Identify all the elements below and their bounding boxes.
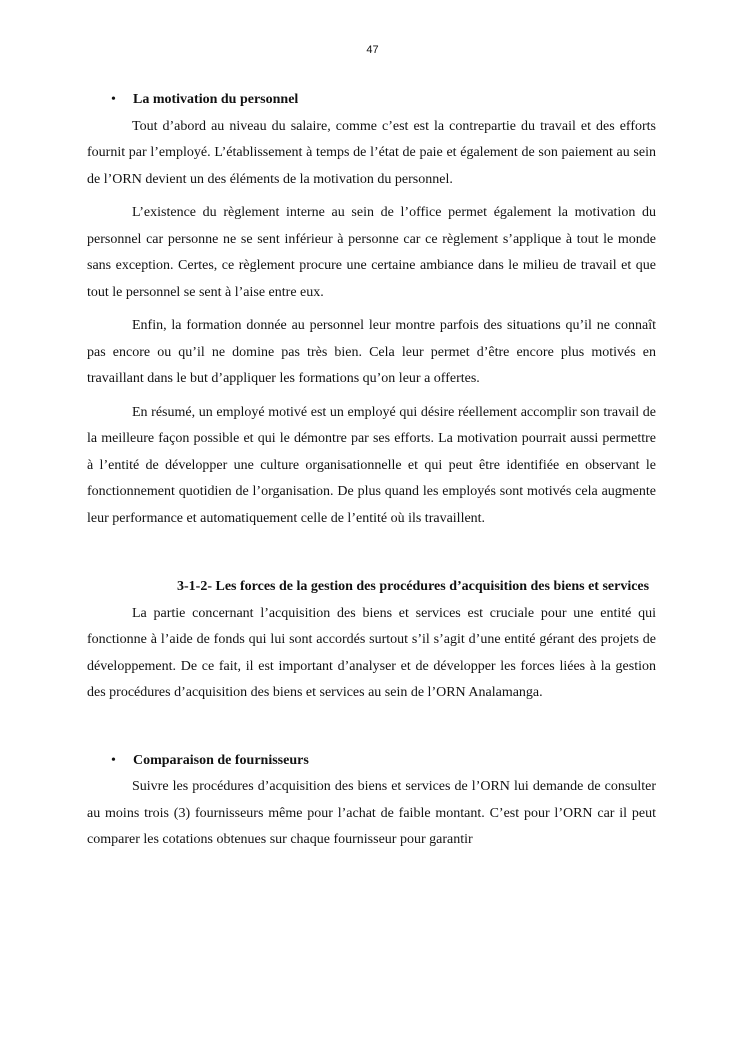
page-number: 47 [366, 44, 379, 56]
heading-text: La motivation du personnel [133, 92, 299, 107]
paragraph: La partie concernant l’acquisition des biens et services est cruciale pour une entité qui fonctionne à l’aide de fonds qui lui sont accordés surtout s’il s’agit d’une entité gérant des projets de développement. De ce fait, il est important d’analyser et de développer les forces liées à la gestion des procédures d’acquisition des biens et services au sein de l’ORN Analamanga. [87, 605, 656, 700]
paragraph: L’existence du règlement interne au sein de l’office permet également la motivation du personnel car personne ne se sent inférieur à personne car ce règlement s’applique à tout le monde sans exception. Certes, ce règlement procure une certaine ambiance dans le milieu de travail et que tout le personnel se sent à l’aise entre eux. [87, 205, 656, 300]
bullet-heading-fournisseurs [87, 748, 656, 775]
heading-text: Comparaison de fournisseurs [133, 752, 309, 768]
bullet-icon: • [111, 752, 116, 768]
spacer [87, 714, 656, 748]
section-heading-forces: 3-1-2- Les forces de la gestion des procédures d’acquisition des biens et services [177, 579, 650, 594]
paragraph: Enfin, la formation donnée au personnel leur montre parfois des situations qu’il ne connaît pas encore ou qu’il ne domine pas très bien. Cela leur permet d’être encore plus motivés en travaillant dans le but d’appliquer les formations qu’on leur a offertes. [87, 318, 656, 386]
paragraph: Tout d’abord au niveau du salaire, comme c’est est la contrepartie du travail et des efforts fournit par l’employé. L’établissement à temps de l’état de paie et également de son paiement au sein de l’ORN devient un des éléments de la motivation du personnel. [87, 118, 656, 187]
page-content [87, 87, 656, 861]
bullet-icon: • [111, 92, 116, 107]
bullet-heading-motivation [87, 87, 656, 114]
paragraph: Suivre les procédures d’acquisition des biens et services de l’ORN lui demande de consulter au moins trois (3) fournisseurs même pour l’achat de faible montant. C’est pour l’ORN car il peut comparer les cotations obtenues sur chaque fournisseur pour garantir [87, 779, 656, 847]
paragraph: En résumé, un employé motivé est un employé qui désire réellement accomplir son travail de la meilleure façon possible et qui le démontre par ses efforts. La motivation pourrait aussi permettre à l’entité de développer une culture organisationnelle et qui peut être identifiée en observant le fonctionnement quotidien de l’organisation. De plus quand les employés sont motivés cela augmente leur performance et automatiquement celle de l’entité où ils travaillent. [87, 404, 656, 526]
spacer [87, 539, 656, 574]
